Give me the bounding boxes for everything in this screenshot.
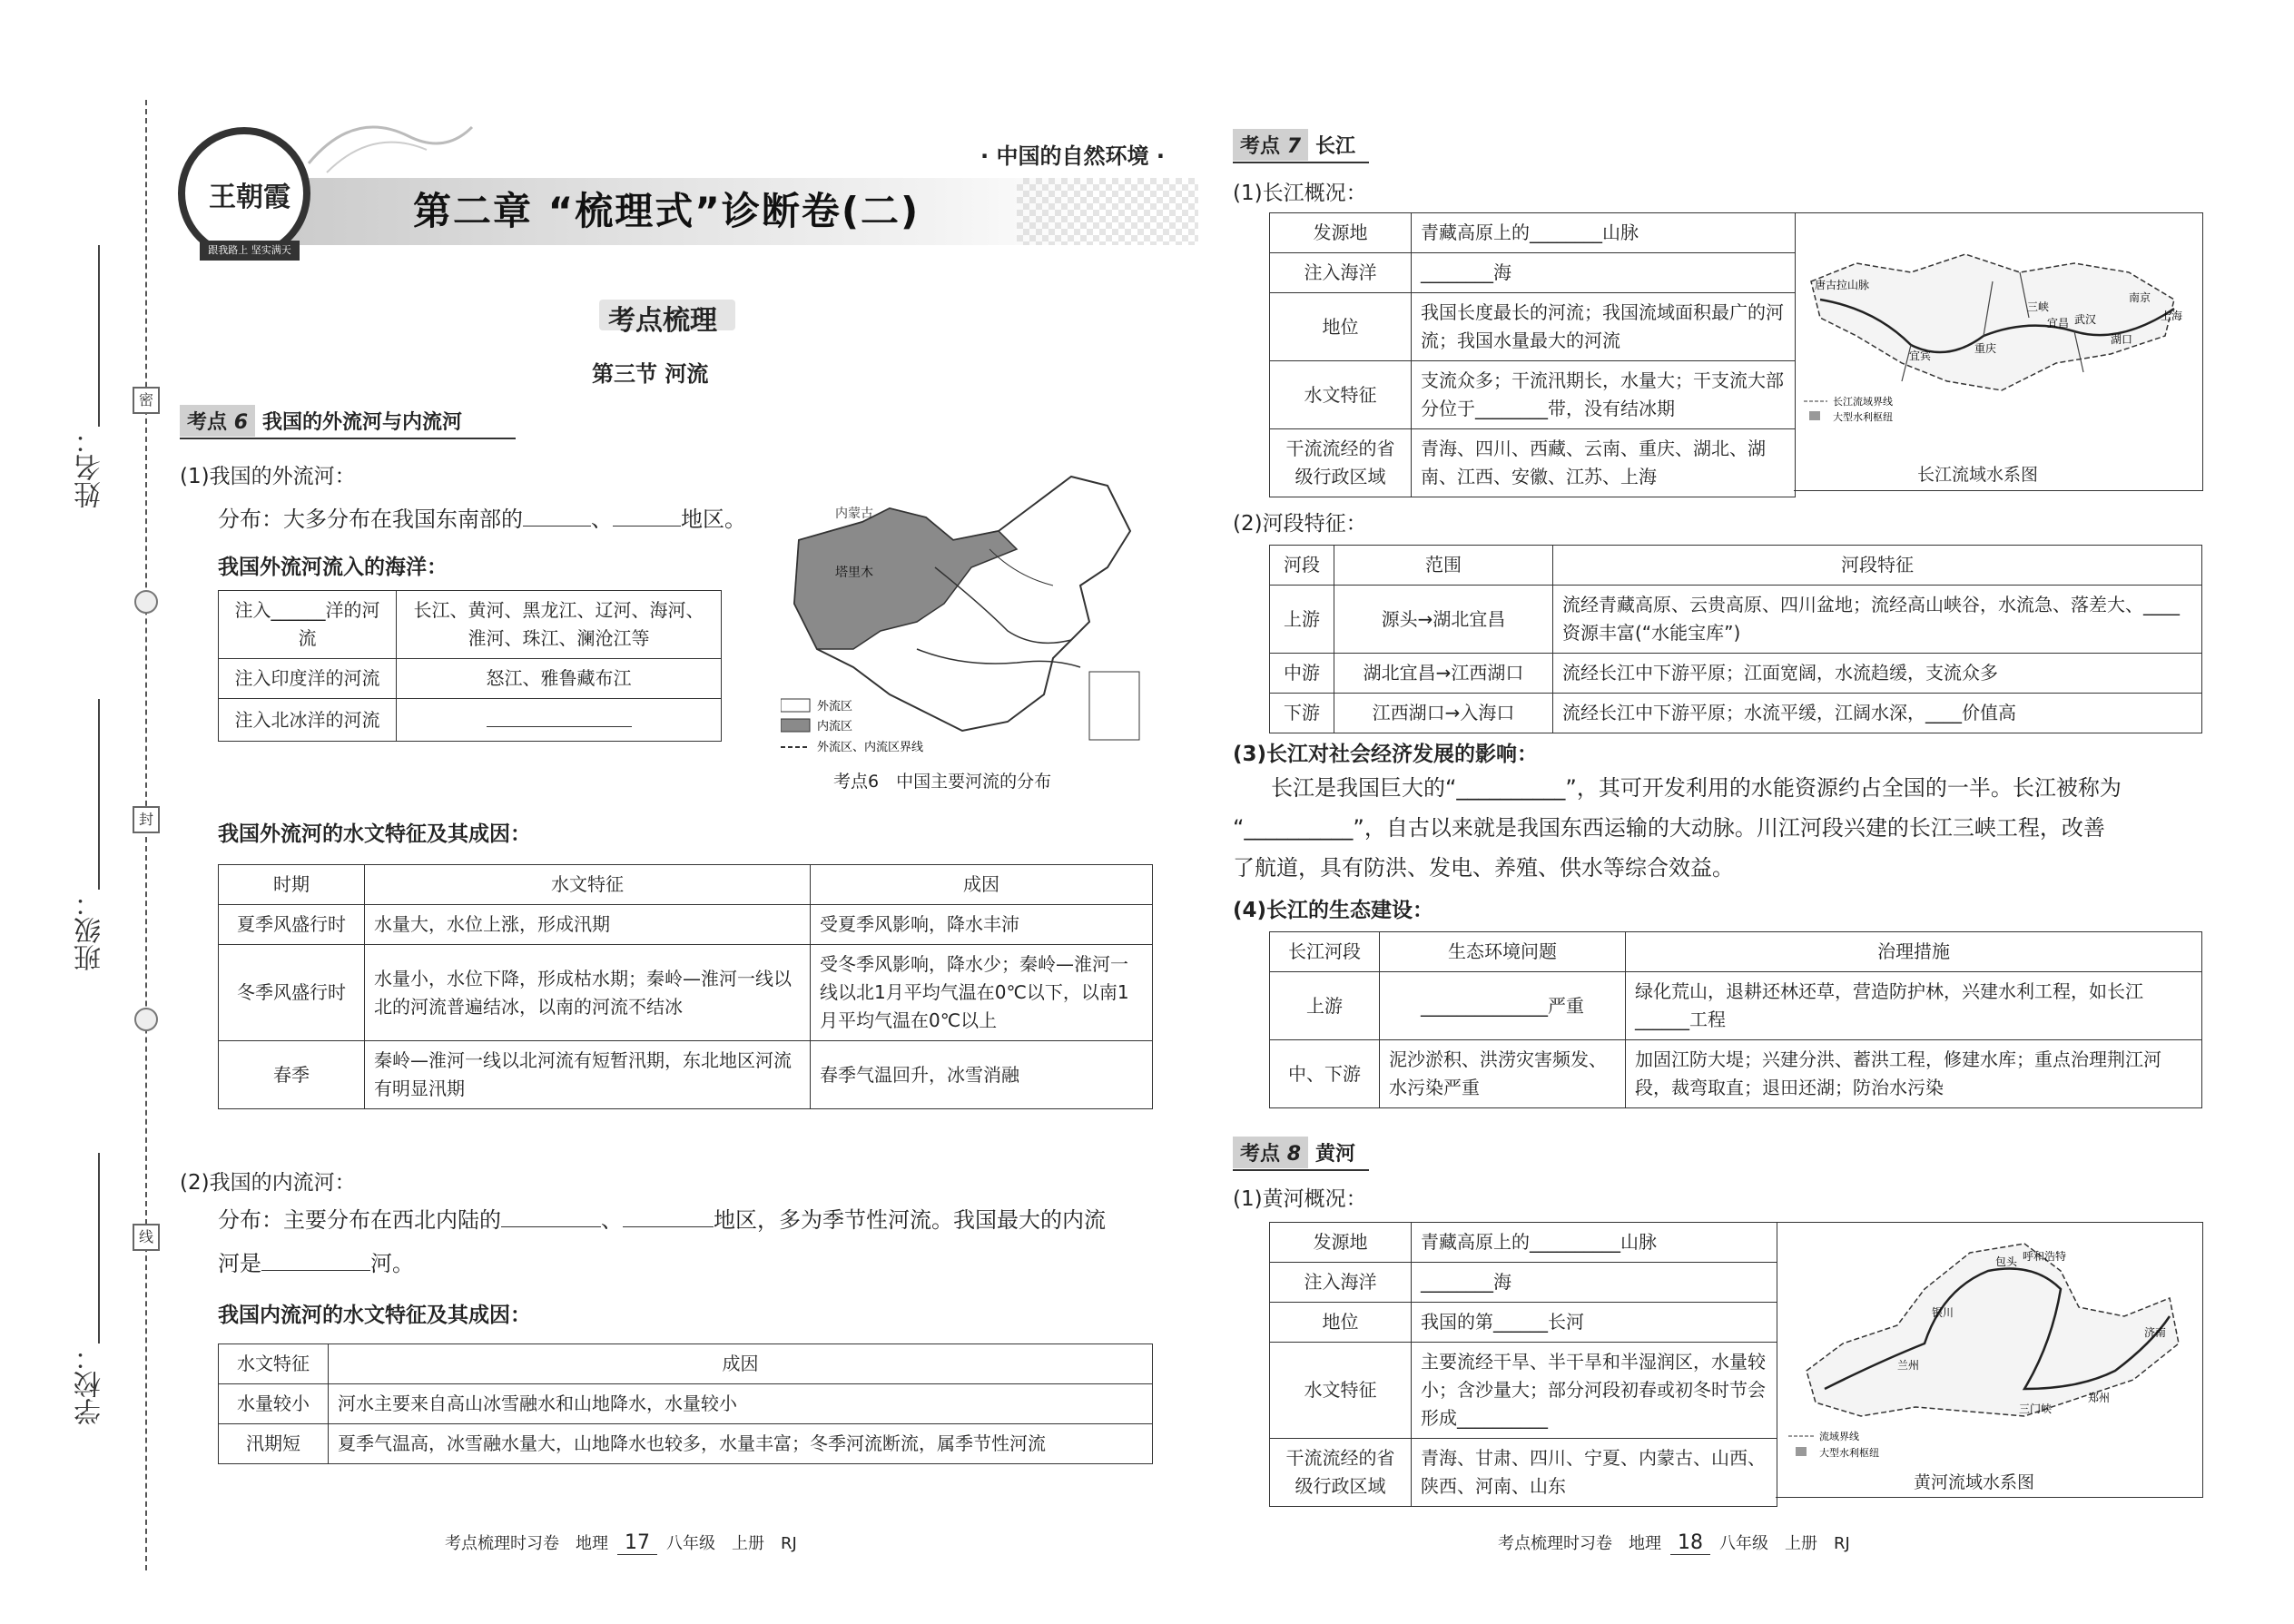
p1-distribution: 分布：大多分布在我国东南部的 、 地区。 — [218, 497, 746, 541]
svg-text:上海: 上海 — [2161, 310, 2183, 322]
table-cell: 水文特征 — [1270, 1343, 1412, 1439]
binding-dashed-line — [145, 100, 147, 1570]
column-header: 河段 — [1270, 546, 1334, 586]
tag-underline — [1233, 162, 1369, 163]
inland-table — [218, 1343, 1153, 1464]
svg-text:宜宾: 宜宾 — [1909, 349, 1932, 362]
section-title: 考点梳理 — [608, 305, 717, 337]
table-cell: 绿化荒山，退耕还林还草，营造防护林，兴建水利工程，如长江______工程 — [1626, 972, 2202, 1040]
table-cell: 水量大，水位上涨，形成汛期 — [365, 905, 811, 945]
table-row — [1270, 1343, 1777, 1439]
table-row — [1270, 1223, 1777, 1263]
table-row — [219, 1384, 1153, 1424]
hh-map-caption: 黄河流域水系图 — [1914, 1472, 2035, 1492]
column-header: 范围 — [1334, 546, 1553, 586]
blank-region-1[interactable] — [523, 504, 591, 527]
seas-head: 我国外流河流入的海洋： — [218, 556, 448, 579]
class-label: 班级： — [74, 890, 106, 971]
svg-text:宜昌: 宜昌 — [2047, 317, 2070, 330]
column-header: 成因 — [811, 865, 1153, 905]
table-cell: 受夏季风影响，降水丰沛 — [811, 905, 1153, 945]
svg-text:湖口: 湖口 — [2111, 333, 2133, 346]
kaodian-7-tag: 考点 7 长江 — [1233, 129, 1355, 160]
table-row — [1270, 586, 2202, 654]
svg-text:重庆: 重庆 — [1974, 342, 1997, 355]
table-cell: 长江、黄河、黑龙江、辽河、海河、淮河、珠江、澜沧江等 — [397, 591, 722, 659]
table-cell: 汛期短 — [219, 1424, 329, 1464]
svg-text:大型水利枢纽: 大型水利枢纽 — [1819, 1447, 1879, 1459]
svg-text:大型水利枢纽: 大型水利枢纽 — [1833, 411, 1893, 423]
table-cell: 冬季风盛行时 — [219, 945, 365, 1041]
hh-overview-table — [1269, 1222, 1777, 1507]
kaodian-6-tag: 考点 6 我国的外流河与内流河 — [180, 405, 462, 436]
binding-hole — [134, 1008, 158, 1031]
column-header: 时期 — [219, 865, 365, 905]
cj1-head: (1)长江概况： — [1233, 182, 1367, 205]
column-header: 成因 — [329, 1344, 1153, 1384]
table-cell: 注入______洋的河流 — [219, 591, 397, 659]
footer-right: 考点梳理时习卷 地理 18 八年级 上册 RJ — [1498, 1531, 1850, 1554]
map-caption: 考点6 中国主要河流的分布 — [833, 772, 1052, 792]
cj2-head: (2)河段特征： — [1233, 512, 1367, 536]
legend-outflow-swatch — [781, 699, 810, 712]
table-row — [1270, 293, 1796, 361]
table-cell: 注入海洋 — [1270, 253, 1412, 293]
p2-distribution: 分布：主要分布在西北内陆的 、 地区，多为季节性河流。我国最大的内流 河是 河。 — [218, 1198, 1162, 1285]
kaodian-7-title: 长江 — [1315, 134, 1356, 158]
table-cell: ______________严重 — [1380, 972, 1626, 1040]
binding-hole — [134, 590, 158, 614]
kaodian-8-tag: 考点 8 黄河 — [1233, 1137, 1355, 1167]
tag-underline — [180, 438, 516, 439]
inland-head: 我国内流河的水文特征及其成因： — [218, 1304, 531, 1327]
table-cell: 主要流经干旱、半干旱和半湿润区，水量较小；含沙量大；部分河段初春或初冬时节会形成__________ — [1412, 1343, 1777, 1439]
map-label-top: 内蒙古 — [835, 507, 873, 521]
table-cell: 水量小，水位下降，形成枯水期；秦岭—淮河一线以北的河流普遍结冰，以南的河流不结冰 — [365, 945, 811, 1041]
school-label: 学校： — [74, 1343, 106, 1425]
table-cell: 夏季气温高，冰雪融水量大，山地降水也较多，水量丰富；冬季河流断流，属季节性河流 — [329, 1424, 1153, 1464]
seal-xian: 线 — [133, 1224, 160, 1251]
table-cell: 注入海洋 — [1270, 1263, 1412, 1303]
table-row — [219, 591, 722, 659]
table-cell: 湖北宜昌→江西湖口 — [1334, 654, 1553, 694]
table-cell: 水量较小 — [219, 1384, 329, 1424]
table-cell: 中、下游 — [1270, 1040, 1380, 1108]
table-cell: 流经青藏高原、云贵高原、四川盆地；流经高山峡谷，水流急、落差大、____资源丰富(“水能宝库”) — [1553, 586, 2202, 654]
table-cell: ________海 — [1412, 1263, 1777, 1303]
page-number: 18 — [1670, 1531, 1710, 1555]
table-cell: 秦岭—淮河一线以北河流有短暂汛期，东北地区河流有明显汛期 — [365, 1041, 811, 1109]
column-header: 水文特征 — [365, 865, 811, 905]
svg-text:武汉: 武汉 — [2074, 313, 2097, 326]
svg-text:流域界线: 流域界线 — [1819, 1431, 1859, 1442]
table-cell: 地位 — [1270, 1303, 1412, 1343]
cj3-paragraph: 长江是我国巨大的“__________”，其可开发利用的水能资源约占全国的一半。长江被称为 “__________”，自古以来就是我国东西运输的大动脉。川江河段兴建的长江三峡工程，改善 了航道，具有防洪、发电、养殖、供水等综合效益。 — [1233, 775, 2122, 881]
table-cell: 下游 — [1270, 694, 1334, 733]
seal-feng: 封 — [133, 806, 160, 833]
table-cell: 上游 — [1270, 586, 1334, 654]
legend-boundary: 外流区、内流区界线 — [817, 741, 924, 754]
school-field[interactable] — [98, 1153, 100, 1343]
cj4-head: (4)长江的生态建设： — [1233, 899, 1434, 922]
svg-text:郑州: 郑州 — [2088, 1392, 2111, 1404]
column-header: 长江河段 — [1270, 932, 1380, 972]
svg-text:包头: 包头 — [1995, 1255, 2018, 1268]
blank-region-2[interactable] — [613, 504, 681, 527]
subject-label: · 中国的自然环境 · — [980, 143, 1165, 169]
svg-text:三峡: 三峡 — [2027, 300, 2050, 313]
cj-map-caption: 长江流域水系图 — [1917, 465, 2039, 485]
svg-text:三门峡: 三门峡 — [2019, 1403, 2053, 1415]
legend-inland: 内流区 — [817, 720, 853, 733]
kaodian-8-title: 黄河 — [1315, 1142, 1356, 1166]
table-row — [1270, 1263, 1777, 1303]
table-row — [219, 1424, 1153, 1464]
table-cell: 江西湖口→入海口 — [1334, 694, 1553, 733]
segment-table — [1269, 545, 2202, 733]
sub-title: 第三节 河流 — [592, 361, 709, 387]
column-header: 生态环境问题 — [1380, 932, 1626, 972]
china-river-map — [781, 468, 1144, 767]
table-row — [1270, 1303, 1777, 1343]
column-header: 治理措施 — [1626, 932, 2202, 972]
table-row — [219, 1041, 1153, 1109]
table-cell: 支流众多；干流汛期长，水量大；干支流大部分位于________带，没有结冰期 — [1412, 361, 1796, 429]
table-row — [1270, 654, 2202, 694]
table-cell: 泥沙淤积、洪涝灾害频发、水污染严重 — [1380, 1040, 1626, 1108]
svg-text:呼和浩特: 呼和浩特 — [2023, 1250, 2067, 1263]
table-row — [1270, 213, 1796, 253]
name-label: 姓名： — [74, 427, 106, 508]
svg-text:济南: 济南 — [2144, 1326, 2167, 1339]
svg-text:兰州: 兰州 — [1897, 1359, 1920, 1372]
legend-inland-swatch — [781, 719, 810, 732]
chapter-title: 第二章 “梳理式”诊断卷(二) — [413, 189, 921, 233]
table-row — [219, 699, 722, 742]
logo-slogan: 跟我路上 坚实满天 — [200, 241, 300, 261]
table-cell: 我国的第______长河 — [1412, 1303, 1777, 1343]
table-cell: 受冬季风影响，降水少；秦岭—淮河一线以北1月平均气温在0℃以下，以南1月平均气温在0℃以上 — [811, 945, 1153, 1041]
yellow-river-map — [1788, 1235, 2188, 1462]
svg-text:南京: 南京 — [2129, 291, 2151, 304]
seas-table — [218, 590, 722, 742]
table-cell: 流经长江中下游平原；水流平缓，江阔水深，____价值高 — [1553, 694, 2202, 733]
hydro-table — [218, 864, 1153, 1109]
table-cell: 春季气温回升，冰雪消融 — [811, 1041, 1153, 1109]
svg-text:长江流域界线: 长江流域界线 — [1833, 396, 1893, 408]
table-cell: 流经长江中下游平原；江面宽阔，水流趋缓，支流众多 — [1553, 654, 2202, 694]
yangtze-basin-map — [1802, 245, 2192, 427]
table-cell: 怒江、雅鲁藏布江 — [397, 659, 722, 699]
blank-inland-1[interactable] — [501, 1205, 601, 1227]
table-cell: 青海、四川、西藏、云南、重庆、湖北、湖南、江西、安徽、江苏、上海 — [1412, 429, 1796, 497]
seal-mi: 密 — [133, 387, 160, 414]
table-row — [1270, 1439, 1777, 1507]
table-cell: ________海 — [1412, 253, 1796, 293]
name-field[interactable] — [98, 245, 100, 427]
banner-pattern — [1017, 178, 1198, 245]
table-row — [219, 945, 1153, 1041]
tag-underline — [1233, 1169, 1369, 1171]
svg-text:唐古拉山脉: 唐古拉山脉 — [1815, 279, 1870, 291]
p2-head: (2)我国的内流河： — [180, 1171, 356, 1195]
page-number: 17 — [617, 1531, 657, 1555]
kaodian-6-title: 我国的外流河与内流河 — [262, 410, 463, 434]
table-row — [1270, 972, 2202, 1040]
blank-arctic-rivers[interactable] — [487, 704, 632, 727]
table-cell: 发源地 — [1270, 1223, 1412, 1263]
table-header-row — [219, 865, 1153, 905]
table-header-row — [1270, 546, 2202, 586]
table-row — [1270, 1040, 2202, 1108]
table-row — [1270, 429, 1796, 497]
table-row — [1270, 694, 2202, 733]
table-cell: 注入印度洋的河流 — [219, 659, 397, 699]
table-cell: 青藏高原上的__________山脉 — [1412, 1223, 1777, 1263]
table-cell[interactable] — [397, 699, 722, 742]
hh1-head: (1)黄河概况： — [1233, 1187, 1367, 1211]
table-cell: 春季 — [219, 1041, 365, 1109]
table-cell: 河水主要来自高山冰雪融水和山地降水，水量较小 — [329, 1384, 1153, 1424]
cj-overview-table — [1269, 212, 1796, 497]
eco-table — [1269, 931, 2202, 1108]
table-cell: 青藏高原上的________山脉 — [1412, 213, 1796, 253]
table-cell: 水文特征 — [1270, 361, 1412, 429]
column-header: 水文特征 — [219, 1344, 329, 1384]
class-field[interactable] — [98, 699, 100, 890]
table-row — [219, 905, 1153, 945]
table-cell: 青海、甘肃、四川、宁夏、内蒙古、山西、陕西、河南、山东 — [1412, 1439, 1777, 1507]
table-cell: 干流流经的省级行政区域 — [1270, 1439, 1412, 1507]
table-cell: 我国长度最长的河流；我国流域面积最广的河流；我国水量最大的河流 — [1412, 293, 1796, 361]
table-cell: 发源地 — [1270, 213, 1412, 253]
p1-head: (1)我国的外流河： — [180, 465, 356, 488]
table-cell: 加固江防大堤；兴建分洪、蓄洪工程，修建水库；重点治理荆江河段，裁弯取直；退田还湖；防治水污染 — [1626, 1040, 2202, 1108]
table-cell: 夏季风盛行时 — [219, 905, 365, 945]
logo-text: 王朝霞 — [209, 182, 290, 213]
blank-largest-inland[interactable] — [261, 1248, 370, 1271]
table-cell: 干流流经的省级行政区域 — [1270, 429, 1412, 497]
hydro-head: 我国外流河的水文特征及其成因： — [218, 822, 531, 846]
table-header-row — [219, 1344, 1153, 1384]
table-cell: 源头→湖北宜昌 — [1334, 586, 1553, 654]
ribbon-decoration — [300, 109, 481, 182]
table-row — [219, 659, 722, 699]
svg-text:银川: 银川 — [1932, 1306, 1954, 1319]
table-header-row — [1270, 932, 2202, 972]
table-cell: 地位 — [1270, 293, 1412, 361]
table-row — [1270, 361, 1796, 429]
column-header: 河段特征 — [1553, 546, 2202, 586]
blank-inland-2[interactable] — [623, 1205, 714, 1227]
table-row — [1270, 253, 1796, 293]
footer-left: 考点梳理时习卷 地理 17 八年级 上册 RJ — [445, 1531, 797, 1554]
table-cell: 中游 — [1270, 654, 1334, 694]
legend-outflow: 外流区 — [817, 700, 853, 714]
cj3-head: (3)长江对社会经济发展的影响： — [1233, 743, 1539, 766]
table-cell: 上游 — [1270, 972, 1380, 1040]
table-cell: 注入北冰洋的河流 — [219, 699, 397, 742]
map-label-mid: 塔里木 — [835, 566, 873, 580]
